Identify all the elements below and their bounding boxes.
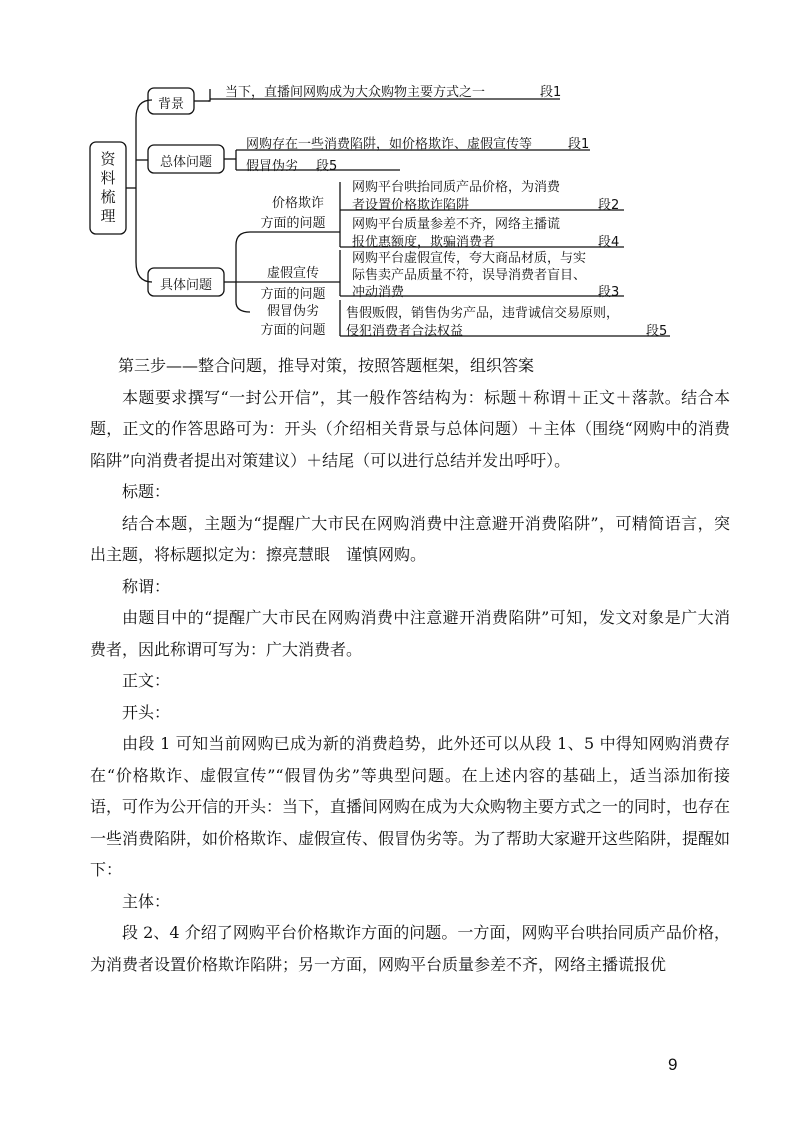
sub-price-label-2: 方面的问题 — [260, 216, 326, 231]
sub-counterfeit-label-2: 方面的问题 — [260, 323, 326, 338]
false-ad-item-line-2: 际售卖产品质量不符，误导消费者盲目、 — [352, 268, 587, 283]
background-item: 当下，直播间网购成为大众购物主要方式之一 — [225, 85, 486, 100]
price-item-1-line-1: 网购平台哄抬同质产品价格，为消费 — [352, 180, 561, 195]
false-ad-item-line-1: 网购平台虚假宣传，夸大商品材质，与实 — [352, 251, 587, 266]
branch-overall-label: 总体问题 — [159, 155, 212, 170]
counterfeit-item-line-2: 侵犯消费者合法权益 — [346, 324, 464, 339]
title-label: 标题： — [122, 482, 171, 501]
intro-paragraph: 本题要求撰写“一封公开信”，其一般作答结构为：标题＋称谓＋正文＋落款。结合本题，正文的作答思路可为：开头（介绍相关背景与总体问题）＋主体（围绕“网购中的消费陷阱”向消费者提出对策建议）＋结尾（可以进行总结并发出呼吁）。 — [90, 387, 730, 470]
mind-map — [0, 0, 800, 345]
salutation-paragraph: 由题目中的“提醒广大市民在网购消费中注意避开消费陷阱”可知，发文对象是广大消费者，因此称谓可写为：广大消费者。 — [90, 608, 730, 659]
sub-false-ad-label-1: 虚假宣传 — [266, 266, 319, 281]
answer-body — [90, 350, 730, 980]
opening-label: 开头： — [122, 702, 171, 722]
overall-item-1: 网购存在一些消费陷阱，如价格欺诈、虚假宣传等 — [246, 137, 533, 152]
price-item-1-line-2: 者设置价格欺诈陷阱 — [352, 198, 470, 213]
main-label: 主体： — [122, 891, 171, 911]
page-number: 9 — [668, 1055, 678, 1074]
title-paragraph: 结合本题，主题为“提醒广大市民在网购消费中注意避开消费陷阱”，可精简语言，突出主题，将标题拟定为：擦亮慧眼 谨慎网购。 — [90, 513, 730, 564]
counterfeit-item-line-1: 售假贩假，销售伪劣产品，违背诚信交易原则， — [346, 306, 620, 321]
opening-paragraph: 由段 1 可知当前网购已成为新的消费趋势，此外还可以从段 1、5 中得知网购消费存在“价格欺诈、虚假宣传”“假冒伪劣”等典型问题。在上述内容的基础上，适当添加衔接语，可作为公开信的开头：当下，直播间网购在成为大众购物主要方式之一的同时，也存在一些消费陷阱，如价格欺诈、虚假宣传、假冒伪劣等。为了帮助大家避开这些陷阱，提醒如下： — [90, 734, 731, 879]
overall-item-2: 假冒伪劣 — [246, 159, 299, 174]
salutation-label: 称谓： — [122, 576, 171, 596]
step-heading: 第三步——整合问题，推导对策，按照答题框架，组织答案 — [118, 356, 535, 375]
sub-false-ad-label-2: 方面的问题 — [260, 287, 326, 302]
background-source: 段1 — [540, 85, 562, 100]
overall-item-1-source: 段1 — [568, 137, 590, 152]
sub-counterfeit-label-1: 假冒伪劣 — [266, 304, 319, 319]
sub-price-label-1: 价格欺诈 — [271, 196, 324, 211]
main-paragraph: 段 2、4 介绍了网购平台价格欺诈方面的问题。一方面，网购平台哄抬同质产品价格，为消费者设置价格欺诈陷阱；另一方面，网购平台质量参差不齐，网络主播谎报优 — [90, 923, 730, 974]
branch-background-label: 背景 — [157, 97, 184, 112]
false-ad-item-source: 段3 — [598, 285, 620, 300]
price-item-1-source: 段2 — [598, 198, 620, 213]
price-item-2-line-1: 网购平台质量参差不齐，网络主播谎 — [352, 217, 561, 232]
branch-specific-label: 具体问题 — [159, 278, 212, 293]
mind-map-root: 资料梳理 — [100, 150, 116, 225]
body-label: 正文： — [122, 671, 171, 690]
counterfeit-item-source: 段5 — [646, 324, 668, 339]
false-ad-item-line-3: 冲动消费 — [352, 285, 405, 300]
overall-item-2-source: 段5 — [316, 159, 338, 174]
price-item-2-source: 段4 — [598, 235, 620, 250]
price-item-2-line-2: 报优惠额度，欺骗消费者 — [352, 235, 496, 250]
